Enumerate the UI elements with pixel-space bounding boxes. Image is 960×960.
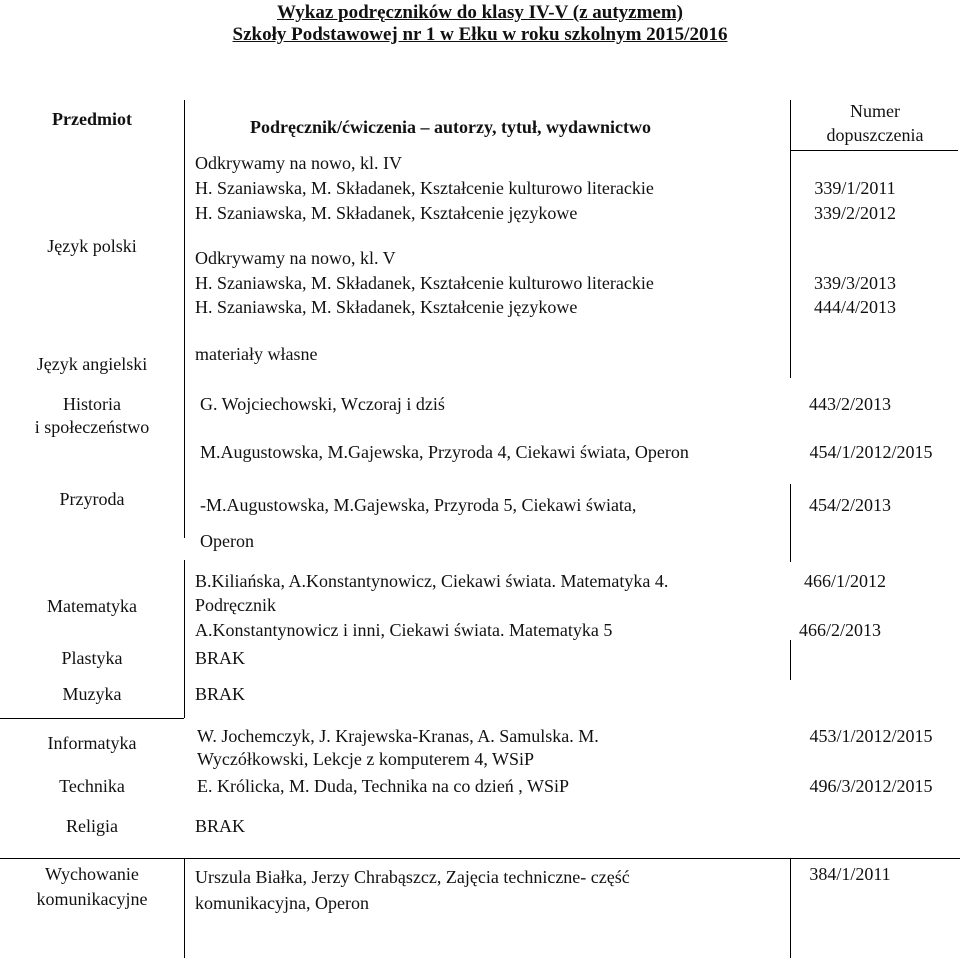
textbook-line: A.Konstantynowicz i inni, Ciekawi świata. Matematyka 5 [195, 620, 613, 640]
header-textbook: Podręcznik/ćwiczenia – autorzy, tytuł, wydawnictwo [250, 117, 651, 137]
approval-number: 339/1/2011 [814, 178, 896, 198]
textbook-line: Odkrywamy na nowo, kl. IV [195, 153, 402, 173]
textbook-line: BRAK [195, 648, 246, 668]
document-title-line2: Szkoły Podstawowej nr 1 w Ełku w roku szkolnym 2015/2016 [232, 24, 728, 45]
textbook-line: BRAK [195, 816, 246, 836]
approval-number: 384/1/2011 [809, 864, 891, 884]
textbook-line: materiały własne [195, 344, 318, 364]
approval-number: 454/1/2012/2015 [809, 442, 933, 462]
approval-number: 339/3/2013 [813, 273, 896, 293]
subject-cell: Wychowanie [45, 864, 139, 884]
column-divider-number-low [790, 640, 791, 680]
textbook-line: komunikacyjna, Operon [195, 893, 369, 913]
approval-number: 339/2/2012 [813, 203, 896, 223]
subject-cell: Technika [59, 776, 125, 796]
textbook-line: BRAK [195, 684, 246, 704]
textbook-line: Podręcznik [195, 595, 276, 615]
document-title-line1: Wykaz podręczników do klasy IV-V (z autyzmem) [276, 2, 683, 23]
column-divider-subject-bottom [184, 858, 185, 958]
header-number-line1: Numer [850, 101, 900, 121]
textbook-line: E. Królicka, M. Duda, Technika na co dzień , WSiP [197, 776, 569, 796]
approval-number: 466/1/2012 [803, 571, 886, 591]
subject-cell: Informatyka [47, 733, 137, 753]
subject-cell: komunikacyjne [36, 889, 148, 909]
textbook-line: H. Szaniawska, M. Składanek, Kształcenie kulturowo literackie [195, 178, 654, 198]
textbook-line: -M.Augustowska, M.Gajewska, Przyroda 5, Ciekawi świata, [200, 495, 637, 515]
textbook-line: H. Szaniawska, M. Składanek, Kształcenie językowe [195, 297, 578, 317]
column-divider-subject [184, 100, 185, 538]
row-divider-bottom [0, 858, 960, 859]
subject-cell: Muzyka [62, 684, 122, 704]
subject-cell: Plastyka [61, 648, 123, 668]
subject-cell: Język angielski [36, 354, 148, 374]
textbook-line: G. Wojciechowski, Wczoraj i dziś [200, 394, 445, 414]
textbook-line: Urszula Białka, Jerzy Chrabąszcz, Zajęcia techniczne- część [195, 867, 630, 887]
textbook-line: H. Szaniawska, M. Składanek, Kształcenie językowe [195, 203, 578, 223]
textbook-line: Operon [200, 531, 254, 551]
subject-cell: Religia [66, 816, 118, 836]
row-divider-subject [0, 718, 184, 719]
textbook-line: Odkrywamy na nowo, kl. V [195, 248, 396, 268]
approval-number: 466/2/2013 [798, 620, 881, 640]
header-number-line2: dopuszczenia [826, 125, 924, 145]
approval-number: 454/2/2013 [808, 495, 891, 515]
header-subject: Przedmiot [52, 109, 132, 129]
subject-cell: Język polski [47, 236, 137, 256]
textbook-line: W. Jochemczyk, J. Krajewska-Kranas, A. Samulska. M. [197, 726, 599, 746]
approval-number: 496/3/2012/2015 [809, 776, 933, 796]
column-divider-subject-lower [184, 560, 185, 718]
textbook-line: H. Szaniawska, M. Składanek, Kształcenie kulturowo literackie [195, 273, 654, 293]
subject-cell: Historia [63, 394, 121, 414]
header-underline-number [790, 150, 958, 151]
subject-cell: i społeczeństwo [34, 417, 150, 437]
approval-number: 444/4/2013 [813, 297, 896, 317]
textbook-line: B.Kiliańska, A.Konstantynowicz, Ciekawi świata. Matematyka 4. [195, 571, 669, 591]
approval-number: 443/2/2013 [808, 394, 891, 414]
subject-cell: Przyroda [59, 489, 125, 509]
textbook-line: M.Augustowska, M.Gajewska, Przyroda 4, Ciekawi świata, Operon [200, 442, 689, 462]
textbook-line: Wyczółkowski, Lekcje z komputerem 4, WSiP [197, 749, 535, 769]
subject-cell: Matematyka [47, 596, 137, 616]
approval-number: 453/1/2012/2015 [809, 726, 933, 746]
